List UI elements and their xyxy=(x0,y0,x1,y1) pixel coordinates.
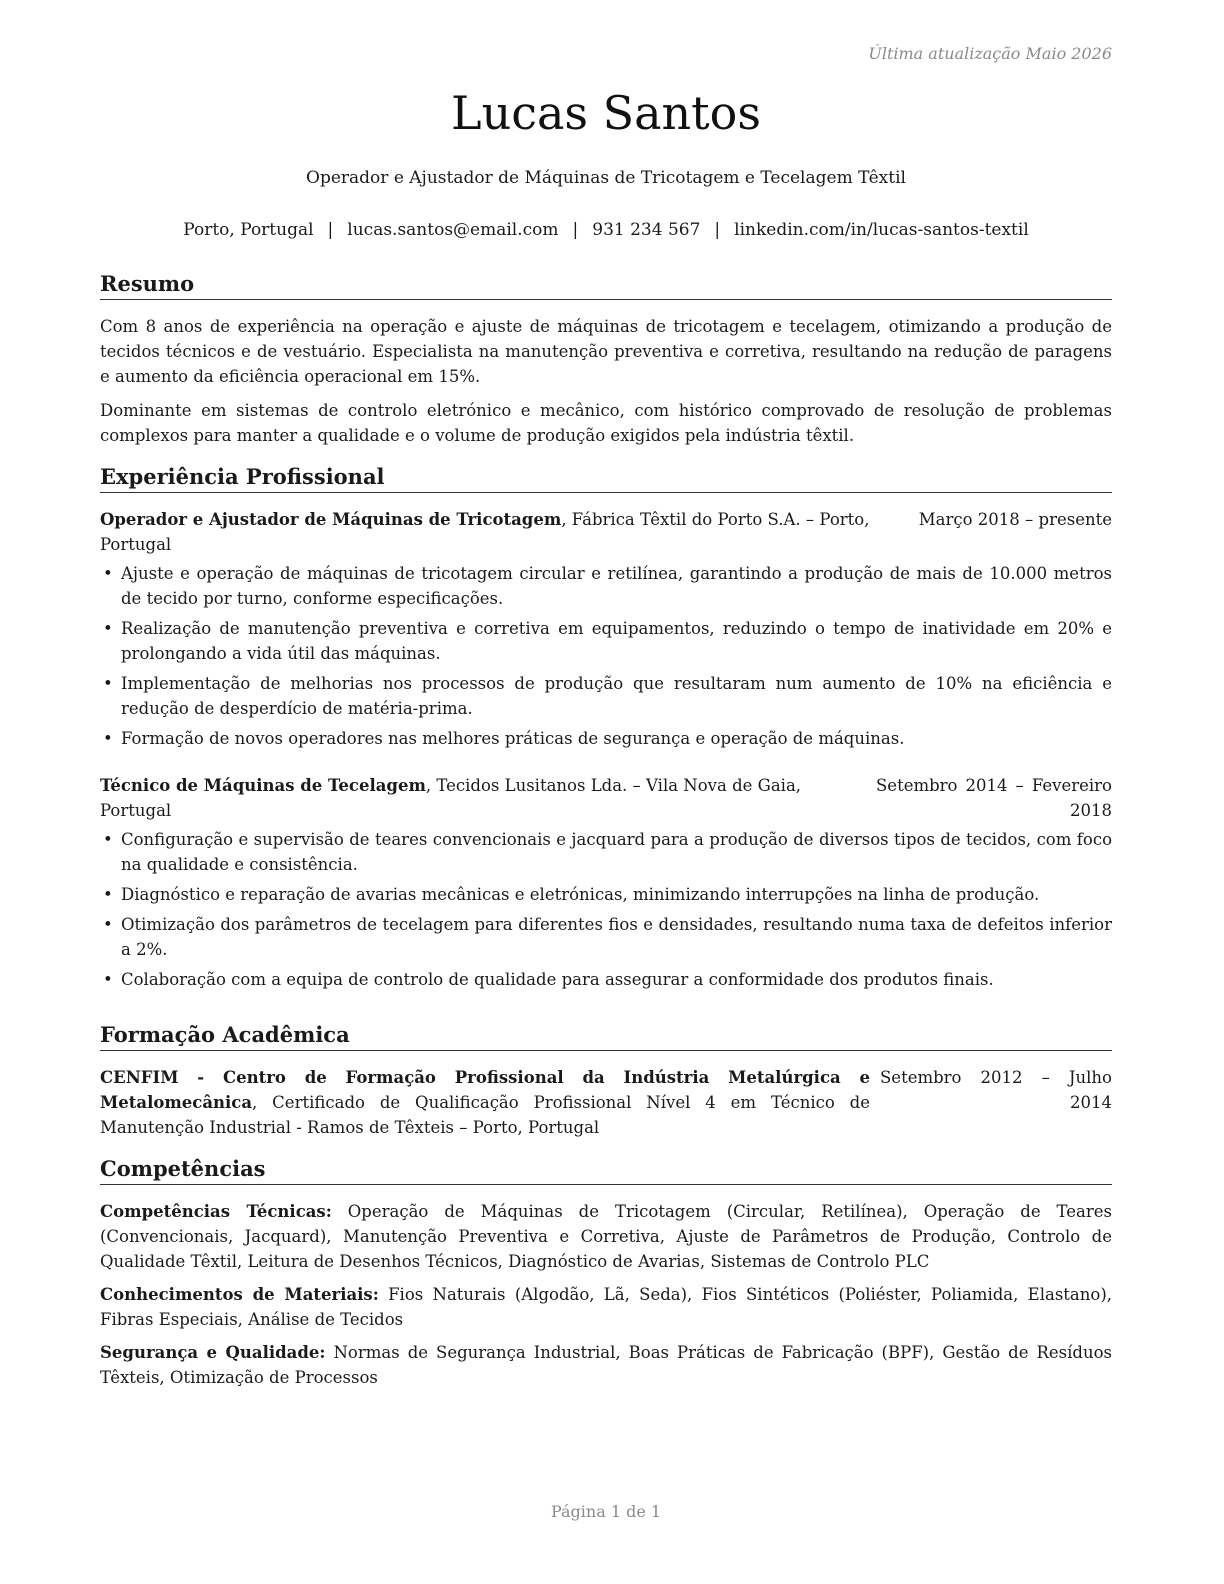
education-section xyxy=(100,1021,1112,1140)
job-bullet: • Configuração e supervisão de teares convencionais e jacquard para a produção de diversos tipos de tecidos, com foco na qualidade e consistência. xyxy=(100,827,1112,877)
bullet-icon: • xyxy=(103,970,113,989)
bullet-icon: • xyxy=(103,564,113,583)
section-heading-experience: Experiência Profissional xyxy=(100,463,1112,493)
job-bullets xyxy=(100,561,1112,751)
summary-section xyxy=(100,270,1112,457)
resume-page xyxy=(100,0,1112,1584)
skills-section xyxy=(100,1155,1112,1398)
skill-group-text: Operação de Máquinas de Tricotagem (Circular, Retilínea), Operação de Teares (Convencionais, Jacquard), Manutenção Preventiva e Corretiva, Ajuste de Parâmetros de Produção, Controlo de Qualidade Têxtil, Leitura de Desenhos Técnicos, Diagnóstico de Avarias, Sistemas de Controlo PLC xyxy=(100,1202,1112,1271)
job-role: Operador e Ajustador de Máquinas de Tricotagem xyxy=(100,510,562,529)
job-role: Técnico de Máquinas de Tecelagem xyxy=(100,776,426,795)
job-dates: Março 2018 – presente xyxy=(918,510,1112,529)
skill-group-text: Normas de Segurança Industrial, Boas Práticas de Fabricação (BPF), Gestão de Resíduos Têxteis, Otimização de Processos xyxy=(100,1343,1112,1387)
job-company: , Tecidos Lusitanos Lda. – Vila Nova de Gaia, Portugal xyxy=(100,776,802,820)
candidate-name: Lucas Santos xyxy=(451,86,761,140)
contact-location: Porto, Portugal xyxy=(183,220,314,240)
contact-phone: 931 234 567 xyxy=(592,220,701,240)
page-number: Página 1 de 1 xyxy=(550,1502,662,1521)
bullet-icon: • xyxy=(103,915,113,934)
summary-paragraph: Dominante em sistemas de controlo eletrónico e mecânico, com histórico comprovado de resolução de problemas complexos para manter a qualidade e o volume de produção exigidos pela indústria têxtil. xyxy=(100,401,1112,445)
job-bullet: • Ajuste e operação de máquinas de tricotagem circular e retilínea, garantindo a produção de mais de 10.000 metros de tecido por turno, conforme especificações. xyxy=(100,561,1112,611)
job-company: , Fábrica Têxtil do Porto S.A. – Porto, Portugal xyxy=(100,510,870,554)
job-bullet: • Realização de manutenção preventiva e corretiva em equipamentos, reduzindo o tempo de inatividade em 20% e prolongando a vida útil das máquinas. xyxy=(100,616,1112,666)
job-entry xyxy=(100,507,1112,751)
skill-group-label: Competências Técnicas: xyxy=(100,1202,332,1221)
job-header xyxy=(100,507,1112,557)
job-entry xyxy=(100,773,1112,992)
bullet-icon: • xyxy=(103,729,113,748)
job-header xyxy=(100,773,1112,823)
bullet-icon: • xyxy=(103,674,113,693)
experience-section xyxy=(100,463,1112,997)
job-title: Operador e Ajustador de Máquinas de Tricotagem e Tecelagem Têxtil xyxy=(306,168,906,188)
contact-email[interactable]: lucas.santos@email.com xyxy=(347,220,559,240)
job-bullet: • Otimização dos parâmetros de tecelagem para diferentes fios e densidades, resultando numa taxa de defeitos inferior a 2%. xyxy=(100,912,1112,962)
contact-separator: | xyxy=(714,220,721,240)
education-school: CENFIM - Centro de Formação Profissional da Indústria Metalúrgica e Metalomecânica xyxy=(100,1068,870,1112)
job-bullet: • Implementação de melhorias nos processos de produção que resultaram num aumento de 10% na eficiência e redução de desperdício de matéria-prima. xyxy=(100,671,1112,721)
skill-group xyxy=(100,1282,1112,1332)
last-updated: Última atualização Maio 2026 xyxy=(868,44,1112,63)
bullet-icon: • xyxy=(103,830,113,849)
job-bullets xyxy=(100,827,1112,992)
contact-separator: | xyxy=(327,220,334,240)
skill-group-label: Segurança e Qualidade: xyxy=(100,1343,326,1362)
job-dates: Setembro 2014 – Fevereiro 2018 xyxy=(876,776,1112,820)
job-bullet: • Colaboração com a equipa de controlo de qualidade para assegurar a conformidade dos produtos finais. xyxy=(100,967,1112,992)
education-dates: Setembro 2012 – Julho 2014 xyxy=(880,1068,1112,1112)
skill-group-text: Fios Naturais (Algodão, Lã, Seda), Fios Sintéticos (Poliéster, Poliamida, Elastano), Fibras Especiais, Análise de Tecidos xyxy=(100,1285,1112,1329)
job-bullet: • Diagnóstico e reparação de avarias mecânicas e eletrónicas, minimizando interrupções na linha de produção. xyxy=(100,882,1112,907)
skill-group xyxy=(100,1199,1112,1274)
contact-separator: | xyxy=(572,220,579,240)
summary-paragraph: Com 8 anos de experiência na operação e ajuste de máquinas de tricotagem e tecelagem, otimizando a produção de tecidos técnicos e de vestuário. Especialista na manutenção preventiva e corretiva, resultando na redução de paragens e aumento da eficiência operacional em 15%. xyxy=(100,317,1112,386)
contact-linkedin[interactable]: linkedin.com/in/lucas-santos-textil xyxy=(734,220,1029,240)
education-details: , Certificado de Qualificação Profissional Nível 4 em Técnico de Manutenção Industrial - Ramos de Têxteis – Porto, Portugal xyxy=(100,1093,870,1137)
job-bullet: • Formação de novos operadores nas melhores práticas de segurança e operação de máquinas. xyxy=(100,726,1112,751)
education-entry xyxy=(100,1065,1112,1140)
skill-group xyxy=(100,1340,1112,1390)
skill-group-label: Conhecimentos de Materiais: xyxy=(100,1285,379,1304)
section-heading-education: Formação Acadêmica xyxy=(100,1021,1112,1051)
bullet-icon: • xyxy=(103,885,113,904)
section-heading-skills: Competências xyxy=(100,1155,1112,1185)
section-heading-summary: Resumo xyxy=(100,270,1112,300)
bullet-icon: • xyxy=(103,619,113,638)
contact-line xyxy=(100,220,1112,240)
